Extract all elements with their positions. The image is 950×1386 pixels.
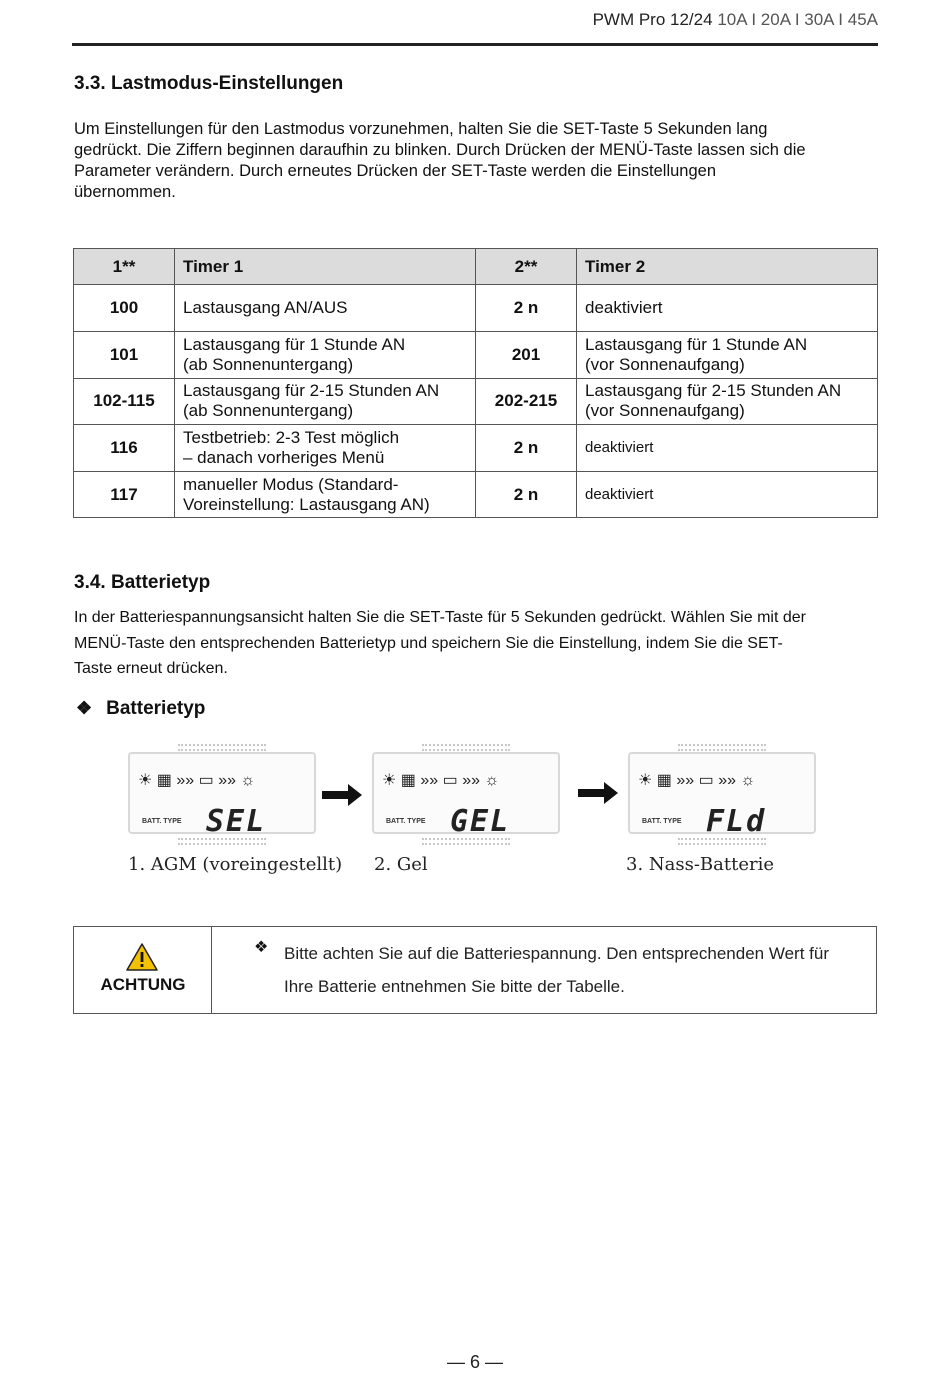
battery-icon: ▭ (442, 772, 458, 789)
page-number: — 6 — (446, 1352, 503, 1372)
lcd-value: SEL (206, 804, 267, 839)
mode-description (175, 425, 476, 472)
description-line: Testbetrieb: 2-3 Test möglich (183, 427, 400, 447)
warning-text-line: Ihre Batterie entnehmen Sie bitte der Tabelle. (284, 977, 625, 996)
lcd-segment-ticks (422, 744, 510, 751)
column-header: 1** (74, 249, 175, 285)
flow-arrows-icon: »» (176, 772, 195, 789)
lcd-batt-type-label: BATT. TYPE (142, 818, 182, 825)
right-arrow-icon (322, 784, 362, 806)
section-heading-batterietyp: 3.4. Batterietyp (74, 572, 211, 593)
flow-arrows-icon: »» (676, 772, 695, 789)
battery-icon: ▭ (698, 772, 714, 789)
intro-line: Um Einstellungen für den Lastmodus vorzunehmen, halten Sie die SET-Taste 5 Sekunden lang (74, 120, 768, 138)
mode-description (175, 332, 476, 379)
table-row (74, 332, 878, 379)
display-caption: 3. Nass-Batterie (626, 854, 775, 875)
bulb-icon: ☼ (240, 772, 256, 789)
intro-line: gedrückt. Die Ziffern beginnen daraufhin zu blinken. Durch Drücken der MENÜ-Taste lassen sich die (74, 141, 806, 159)
intro-line: übernommen. (74, 183, 176, 201)
mode-description (577, 378, 878, 425)
column-header: 2** (476, 249, 577, 285)
mode-code: 116 (74, 425, 175, 472)
column-header: Timer 1 (175, 249, 476, 285)
lcd-value: FLd (706, 804, 767, 839)
lcd-display-gel (372, 744, 560, 842)
table-row (74, 425, 878, 472)
lcd-frame (128, 752, 316, 839)
warning-text (284, 937, 894, 1003)
intro-line: In der Batteriespannungsansicht halten Sie die SET-Taste für 5 Sekunden gedrückt. Wählen Sie mit der (74, 609, 806, 626)
mode-code: 102-115 (74, 378, 175, 425)
table-row (74, 378, 878, 425)
warning-label-cell (74, 927, 212, 1013)
lcd-segment-ticks (422, 838, 510, 845)
battery-icon: ▭ (198, 772, 214, 789)
mode-code: 202-215 (476, 378, 577, 425)
lcd-status-icons (382, 770, 554, 796)
lcd-batt-type-label: BATT. TYPE (642, 818, 682, 825)
description-line: manueller Modus (Standard- (183, 474, 399, 494)
description-line: (vor Sonnenaufgang) (585, 354, 745, 374)
product-models: 10A I 20A I 30A I 45A (717, 10, 878, 29)
mode-code: 2 n (476, 425, 577, 472)
description-line: – danach vorheriges Menü (183, 447, 385, 467)
mode-code: 100 (74, 285, 175, 332)
intro-line: Taste erneut drücken. (74, 660, 228, 677)
lcd-display-fld (628, 744, 816, 842)
lcd-segment-ticks (678, 744, 766, 751)
display-caption: 1. AGM (voreingestellt) (128, 854, 343, 875)
mode-description (577, 471, 878, 518)
lastmodus-intro (74, 119, 878, 203)
sun-icon: ☀ (138, 772, 153, 789)
table-row (74, 285, 878, 332)
mode-code: 101 (74, 332, 175, 379)
document-title (593, 10, 878, 30)
description-line: Voreinstellung: Lastausgang AN) (183, 494, 430, 514)
description-line: deaktiviert (585, 298, 663, 317)
mode-code: 201 (476, 332, 577, 379)
batterietyp-intro (74, 605, 878, 682)
warning-label: ACHTUNG (100, 975, 186, 994)
description-line: Lastausgang für 1 Stunde AN (183, 334, 406, 354)
lcd-status-icons (138, 770, 310, 796)
mode-description (175, 471, 476, 518)
mode-description (175, 378, 476, 425)
warning-triangle-icon (126, 943, 158, 971)
lcd-segment-ticks (678, 838, 766, 845)
table-header-row (74, 249, 878, 285)
description-line: deaktiviert (585, 485, 654, 503)
flow-arrows-icon: »» (462, 772, 480, 789)
description-line: Lastausgang AN/AUS (183, 298, 348, 317)
lcd-display-agm (128, 744, 316, 842)
description-line: deaktiviert (585, 438, 654, 456)
diamond-bullet-icon: ❖ (254, 939, 269, 956)
product-name: PWM Pro 12/24 (592, 10, 713, 29)
lcd-value: GEL (450, 804, 511, 839)
flow-arrows-icon: »» (218, 772, 236, 789)
warning-text-line: Bitte achten Sie auf die Batteriespannung. Den entsprechenden Wert für (284, 944, 829, 963)
lcd-frame (372, 752, 560, 839)
lcd-segment-ticks (178, 838, 266, 845)
lcd-segment-ticks (178, 744, 266, 751)
column-header: Timer 2 (577, 249, 878, 285)
description-line: Lastausgang für 1 Stunde AN (585, 334, 808, 354)
intro-line: Parameter verändern. Durch erneutes Drücken der SET-Taste werden die Einstellungen (74, 162, 717, 180)
solar-panel-icon: ▦ (156, 772, 172, 789)
mode-description (577, 285, 878, 332)
diamond-bullet-icon: ❖ (76, 698, 93, 718)
page-header (72, 8, 878, 46)
lcd-frame (628, 752, 816, 839)
description-line: Lastausgang für 2-15 Stunden AN (183, 381, 440, 401)
mode-code: 117 (74, 471, 175, 518)
sun-icon: ☀ (638, 772, 653, 789)
section-heading-lastmodus: 3.3. Lastmodus-Einstellungen (74, 73, 344, 94)
mode-code: 2 n (476, 471, 577, 518)
intro-line: MENÜ-Taste den entsprechenden Batterietyp und speichern Sie die Einstellung, indem Sie die SET- (74, 634, 783, 652)
lcd-status-icons (638, 770, 810, 796)
solar-panel-icon: ▦ (656, 772, 672, 789)
bulb-icon: ☼ (740, 772, 756, 789)
table-row (74, 471, 878, 518)
bullet-heading-text: Batterietyp (106, 698, 206, 719)
mode-description (577, 425, 878, 472)
flow-arrows-icon: »» (718, 772, 736, 789)
description-line: (vor Sonnenaufgang) (585, 401, 745, 421)
warning-box (73, 926, 877, 1014)
mode-code: 2 n (476, 285, 577, 332)
solar-panel-icon: ▦ (400, 772, 416, 789)
sun-icon: ☀ (382, 772, 397, 789)
description-line: (ab Sonnenuntergang) (183, 354, 354, 374)
description-line: (ab Sonnenuntergang) (183, 401, 354, 421)
bulb-icon: ☼ (484, 772, 500, 789)
right-arrow-icon (578, 782, 618, 804)
flow-arrows-icon: »» (420, 772, 439, 789)
description-line: Lastausgang für 2-15 Stunden AN (585, 381, 842, 401)
batterietyp-bullet-heading (76, 698, 205, 720)
display-caption: 2. Gel (374, 854, 428, 875)
mode-description (175, 285, 476, 332)
load-mode-table (73, 248, 878, 518)
lcd-batt-type-label: BATT. TYPE (386, 818, 426, 825)
mode-description (577, 332, 878, 379)
